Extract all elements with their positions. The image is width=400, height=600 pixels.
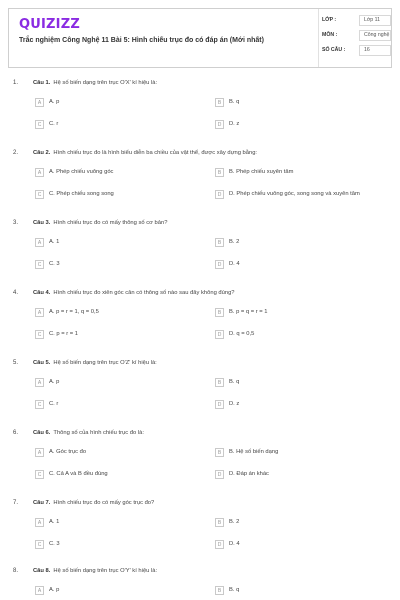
quizizz-logo: QUIZIZZ (19, 17, 80, 32)
option-text: A. 1 (49, 239, 60, 245)
header-divider (318, 9, 319, 67)
worksheet-header (8, 8, 392, 68)
question-text (33, 360, 157, 366)
meta-count-value: 16 (359, 45, 391, 56)
question-label: Câu 5. (33, 360, 51, 366)
meta-count-label: SỐ CÂU : (322, 47, 346, 53)
option-text: D. z (229, 121, 240, 127)
question-body: Hình chiếu trục đo xiên góc cân có thông số nào sau đây không đúng? (53, 290, 235, 296)
option-text: C. 3 (49, 541, 60, 547)
meta-subject-label: MÔN : (322, 32, 338, 38)
question-text (33, 568, 157, 574)
question-label: Câu 1. (33, 80, 51, 86)
question-2 (0, 150, 400, 216)
question-body: Hình chiếu trục đo là hình biểu diễn ba chiều của vật thể, được xây dựng bằng: (53, 150, 258, 156)
question-number: 2. (13, 150, 19, 156)
option-letter-badge: A (35, 238, 44, 247)
option-letter-badge: A (35, 98, 44, 107)
option-text: B. Phép chiếu xuyên tâm (229, 169, 294, 175)
question-number: 7. (13, 500, 19, 506)
question-number: 3. (13, 220, 19, 226)
option-letter-badge: A (35, 378, 44, 387)
question-label: Câu 7. (33, 500, 51, 506)
meta-subject (322, 30, 390, 41)
question-8 (0, 568, 400, 600)
option-text: B. q (229, 379, 240, 385)
question-3 (0, 220, 400, 286)
option-text: C. p = r = 1 (49, 331, 78, 337)
option-letter-badge: A (35, 586, 44, 595)
question-6 (0, 430, 400, 496)
meta-class-value: Lớp 11 (359, 15, 391, 26)
option-letter-badge: A (35, 518, 44, 527)
option-letter-badge: D (215, 120, 224, 129)
question-number: 1. (13, 80, 19, 86)
question-text (33, 150, 257, 156)
option-text: A. Phép chiếu vuông góc (49, 169, 114, 175)
option-text: B. q (229, 99, 240, 105)
option-letter-badge: D (215, 190, 224, 199)
option-text: D. z (229, 401, 240, 407)
option-letter-badge: B (215, 378, 224, 387)
option-text: A. 1 (49, 519, 60, 525)
question-number: 8. (13, 568, 19, 574)
question-4 (0, 290, 400, 356)
option-text: C. Cả A và B đều đúng (49, 471, 108, 477)
option-text: D. Phép chiếu vuông góc, song song và xuyên tâm (229, 191, 360, 197)
question-label: Câu 4. (33, 290, 51, 296)
question-body: Hệ số biến dạng trên trục O'X' kí hiệu là: (53, 80, 158, 86)
question-number: 4. (13, 290, 19, 296)
option-letter-badge: B (215, 168, 224, 177)
question-text (33, 220, 167, 226)
meta-class (322, 15, 390, 26)
option-letter-badge: C (35, 330, 44, 339)
option-text: B. q (229, 587, 240, 593)
option-text: B. 2 (229, 519, 240, 525)
meta-class-label: LỚP : (322, 17, 337, 23)
option-letter-badge: B (215, 308, 224, 317)
option-letter-badge: D (215, 400, 224, 409)
option-text: B. Hệ số biến dạng (229, 449, 279, 455)
question-label: Câu 3. (33, 220, 51, 226)
option-letter-badge: B (215, 586, 224, 595)
question-text (33, 430, 144, 436)
option-text: D. 4 (229, 541, 240, 547)
option-text: B. 2 (229, 239, 240, 245)
option-text: D. Đáp án khác (229, 471, 269, 477)
question-text (33, 80, 157, 86)
question-label: Câu 6. (33, 430, 51, 436)
option-text: C. r (49, 401, 59, 407)
question-body: Hình chiếu trục đo có mấy góc trục đo? (53, 500, 155, 506)
question-text (33, 290, 235, 296)
option-letter-badge: D (215, 330, 224, 339)
option-letter-badge: D (215, 260, 224, 269)
option-letter-badge: A (35, 308, 44, 317)
question-body: Hệ số biến dạng trên trục O'Y' kí hiệu là: (53, 568, 158, 574)
option-text: D. 4 (229, 261, 240, 267)
option-text: B. p = q = r = 1 (229, 309, 268, 315)
question-1 (0, 80, 400, 146)
option-text: D. q = 0,5 (229, 331, 255, 337)
option-text: A. p (49, 99, 60, 105)
option-letter-badge: D (215, 470, 224, 479)
option-letter-badge: B (215, 448, 224, 457)
question-number: 6. (13, 430, 19, 436)
question-label: Câu 2. (33, 150, 51, 156)
question-7 (0, 500, 400, 566)
question-body: Hệ số biến dạng trên trục O'Z' kí hiệu là: (53, 360, 157, 366)
option-text: A. Góc trục đo (49, 449, 87, 455)
option-letter-badge: B (215, 98, 224, 107)
option-letter-badge: B (215, 238, 224, 247)
option-text: C. Phép chiếu song song (49, 191, 114, 197)
option-letter-badge: B (215, 518, 224, 527)
option-letter-badge: A (35, 168, 44, 177)
option-letter-badge: C (35, 470, 44, 479)
option-text: A. p (49, 587, 60, 593)
question-label: Câu 8. (33, 568, 51, 574)
question-body: Hình chiếu trục đo có mấy thông số cơ bản? (53, 220, 168, 226)
option-text: A. p (49, 379, 60, 385)
option-letter-badge: C (35, 400, 44, 409)
option-letter-badge: C (35, 540, 44, 549)
quiz-title: Trắc nghiệm Công Nghệ 11 Bài 5: Hình chiếu trục đo có đáp án (Mới nhất) (19, 37, 264, 44)
option-letter-badge: C (35, 190, 44, 199)
meta-question-count (322, 45, 390, 56)
option-letter-badge: C (35, 260, 44, 269)
question-text (33, 500, 154, 506)
option-letter-badge: A (35, 448, 44, 457)
option-text: C. 3 (49, 261, 60, 267)
question-5 (0, 360, 400, 426)
option-letter-badge: C (35, 120, 44, 129)
option-letter-badge: D (215, 540, 224, 549)
option-text: A. p = r = 1, q = 0,5 (49, 309, 99, 315)
question-number: 5. (13, 360, 19, 366)
option-text: C. r (49, 121, 59, 127)
meta-subject-value: Công nghệ (359, 30, 391, 41)
question-body: Thông số của hình chiếu trục đo là: (53, 430, 144, 436)
